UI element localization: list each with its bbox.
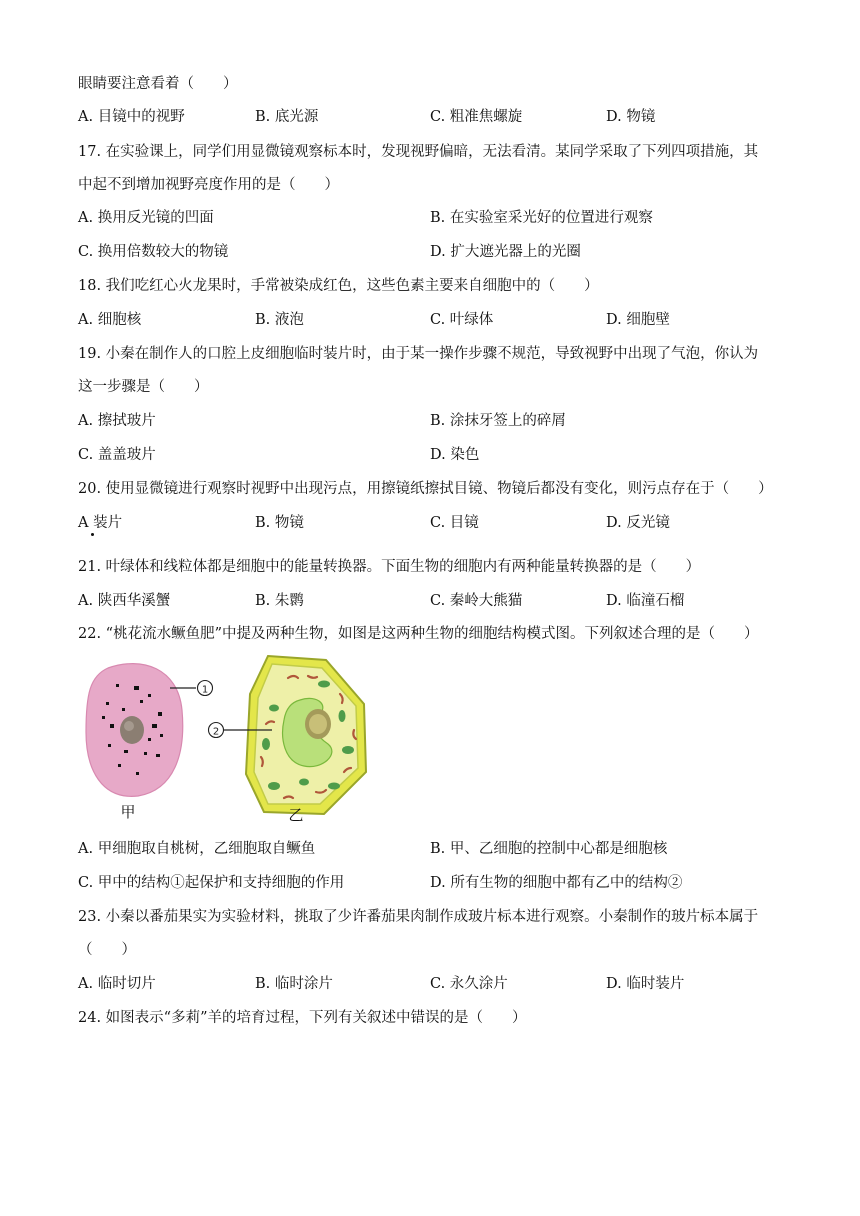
q21-stem: 21. 叶绿体和线粒体都是细胞中的能量转换器。下面生物的细胞内有两种能量转换器的是（ ） xyxy=(78,559,701,575)
q18-option-c: C. 叶绿体 xyxy=(430,312,494,328)
svg-text:2: 2 xyxy=(212,726,220,738)
label-yi: 乙 xyxy=(288,806,304,824)
cell-structure-figure xyxy=(78,654,378,826)
q22-option-c: C. 甲中的结构①起保护和支持细胞的作用 xyxy=(78,875,345,891)
q18-option-a: A. 细胞核 xyxy=(78,312,142,328)
q17-stem-line2: 中起不到增加视野亮度作用的是（ ） xyxy=(78,177,339,193)
q16-option-a: A. 目镜中的视野 xyxy=(78,109,185,125)
q22-option-d: D. 所有生物的细胞中都有乙中的结构② xyxy=(430,875,683,891)
q23-stem-line2: （ ） xyxy=(78,942,136,958)
q19-option-a: A. 擦拭玻片 xyxy=(78,413,156,429)
plant-cell-yi xyxy=(209,656,367,824)
q16-option-b: B. 底光源 xyxy=(255,109,319,125)
q19-stem-line1: 19. 小秦在制作人的口腔上皮细胞临时装片时，由于某一操作步骤不规范，导致视野中出现了气泡，你认为 xyxy=(78,346,759,362)
q18-option-d: D. 细胞壁 xyxy=(606,312,670,328)
animal-cell-jia xyxy=(86,664,213,821)
q20-option-c: C. 目镜 xyxy=(430,515,479,531)
q16-stem-tail: 眼睛要注意看着（ ） xyxy=(78,76,238,92)
q22-option-b: B. 甲、乙细胞的控制中心都是细胞核 xyxy=(430,841,668,857)
q21-option-a: A. 陕西华溪蟹 xyxy=(78,593,171,609)
svg-text:1: 1 xyxy=(201,684,209,696)
q16-option-d: D. 物镜 xyxy=(606,109,656,125)
q21-option-d: D. 临潼石榴 xyxy=(606,593,685,609)
q23-option-d: D. 临时装片 xyxy=(606,976,685,992)
q20-option-d: D. 反光镜 xyxy=(606,515,670,531)
q21-option-c: C. 秦岭大熊猫 xyxy=(430,593,523,609)
q22-stem: 22. “桃花流水鳜鱼肥”中提及两种生物，如图是这两种生物的细胞结构模式图。下列叙述合理的是（ ） xyxy=(78,626,759,642)
q20-option-a: A 装片 xyxy=(78,515,123,531)
q23-option-a: A. 临时切片 xyxy=(78,976,156,992)
q19-option-d: D. 染色 xyxy=(430,447,480,463)
label-jia: 甲 xyxy=(120,803,136,821)
q18-stem: 18. 我们吃红心火龙果时，手常被染成红色，这些色素主要来自细胞中的（ ） xyxy=(78,278,599,294)
q17-option-d: D. 扩大遮光器上的光圈 xyxy=(430,244,581,260)
q23-option-c: C. 永久涂片 xyxy=(430,976,508,992)
q17-stem-line1: 17. 在实验课上，同学们用显微镜观察标本时，发现视野偏暗，无法看清。某同学采取了下列四项措施，其 xyxy=(78,144,759,160)
q23-stem-line1: 23. 小秦以番茄果实为实验材料，挑取了少许番茄果肉制作成玻片标本进行观察。小秦制作的玻片标本属于 xyxy=(78,909,759,925)
q17-option-b: B. 在实验室采光好的位置进行观察 xyxy=(430,210,653,226)
q19-option-c: C. 盖盖玻片 xyxy=(78,447,156,463)
q20-stem: 20. 使用显微镜进行观察时视野中出现污点，用擦镜纸擦拭目镜、物镜后都没有变化，则污点存在于（ ） xyxy=(78,481,773,497)
q20-option-b: B. 物镜 xyxy=(255,515,304,531)
q21-option-b: B. 朱鹮 xyxy=(255,593,304,609)
q24-stem: 24. 如图表示“多莉”羊的培育过程，下列有关叙述中错误的是（ ） xyxy=(78,1010,527,1026)
q19-stem-line2: 这一步骤是（ ） xyxy=(78,379,209,395)
q17-option-a: A. 换用反光镜的凹面 xyxy=(78,210,214,226)
q17-option-c: C. 换用倍数较大的物镜 xyxy=(78,244,229,260)
stray-dot-mark xyxy=(91,533,94,536)
q16-option-c: C. 粗准焦螺旋 xyxy=(430,109,523,125)
q22-option-a: A. 甲细胞取自桃树，乙细胞取自鳜鱼 xyxy=(78,841,316,857)
q23-option-b: B. 临时涂片 xyxy=(255,976,333,992)
q19-option-b: B. 涂抹牙签上的碎屑 xyxy=(430,413,566,429)
q18-option-b: B. 液泡 xyxy=(255,312,304,328)
